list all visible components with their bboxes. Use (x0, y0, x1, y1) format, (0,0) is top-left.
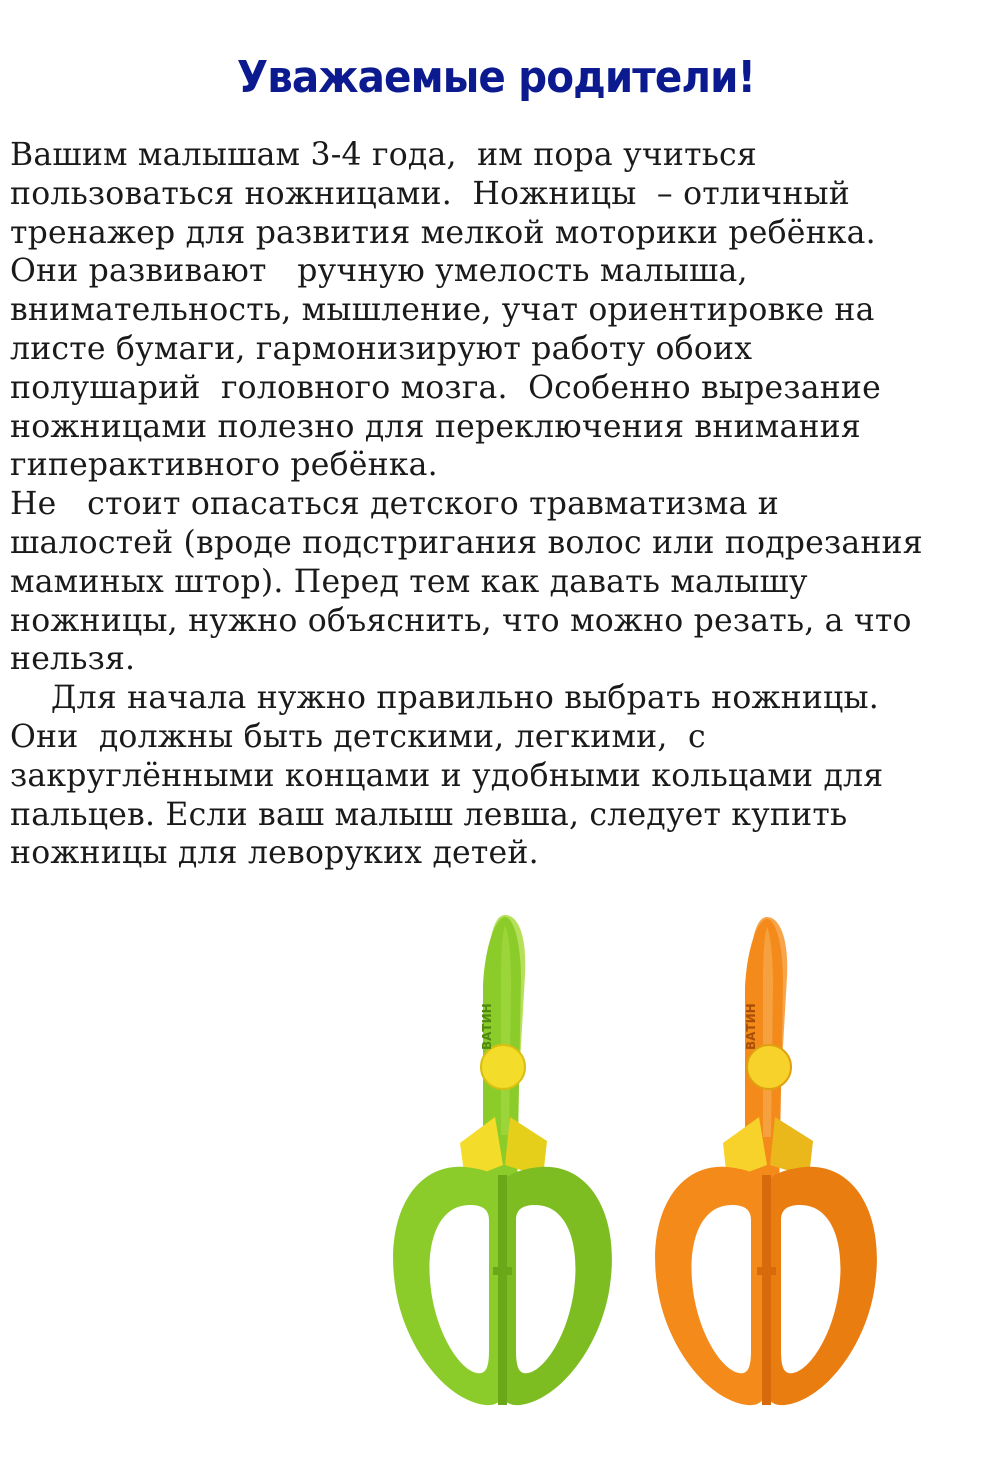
svg-text:ВАТИН: ВАТИН (480, 1003, 494, 1050)
text-line: полушарий головного мозга. Особенно вырезание (10, 369, 881, 406)
text-line: гиперактивного ребёнка. (10, 447, 438, 484)
text-line: тренажер для развития мелкой моторики ребёнка. (10, 214, 876, 251)
text-line: Не стоит опасаться детского травматизма и (10, 486, 779, 523)
text-line: листе бумаги, гармонизируют работу обоих (10, 330, 753, 367)
text-line: Они должны быть детскими, легкими, с (10, 718, 706, 755)
text-line: маминых штор). Перед тем как давать малышу (10, 563, 808, 600)
text-line: шалостей (вроде подстригания волос или подрезания (10, 524, 923, 561)
text-line: пальцев. Если ваш малыш левша, следует купить (10, 796, 848, 833)
green-scissors (393, 915, 612, 1405)
article-body (10, 136, 985, 873)
text-line: Они развивают ручную умелость малыша, (10, 253, 748, 290)
page-title: Уважаемые родители! (236, 52, 756, 103)
svg-text:ВАТИН: ВАТИН (744, 1003, 758, 1050)
text-line: ножницами полезно для переключения внимания (10, 408, 861, 445)
text-line: Для начала нужно правильно выбрать ножницы. (10, 680, 879, 717)
text-line: внимательность, мышление, учат ориентировке на (10, 292, 875, 329)
text-line: ножницы, нужно объяснить, что можно резать, а что (10, 602, 912, 639)
text-line: Вашим малышам 3-4 года, им пора учиться (10, 137, 757, 173)
text-line: ножницы для леворуких детей. (10, 835, 539, 872)
orange-scissors (655, 917, 877, 1405)
text-line: закруглёнными концами и удобными кольцами для (10, 757, 884, 794)
text-line: пользоваться ножницами. Ножницы – отличный (10, 175, 850, 212)
text-line: нельзя. (10, 641, 136, 678)
scissors-image (355, 895, 915, 1465)
